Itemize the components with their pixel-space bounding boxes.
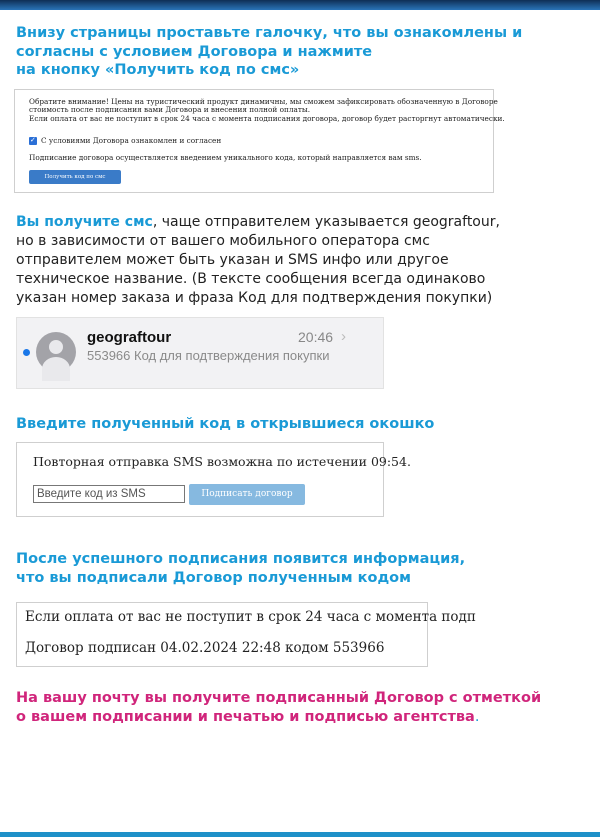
heading-line: что вы подписали Договор полученным кодом bbox=[16, 569, 411, 586]
text-line: но в зависимости от вашего мобильного оператора смс bbox=[16, 233, 430, 249]
sms-highlight: Вы получите смс bbox=[16, 214, 153, 230]
agree-checkbox-label[interactable]: С условиями Договора ознакомлен и согласен bbox=[41, 136, 222, 145]
section2-text bbox=[16, 213, 586, 308]
payment-notice: Если оплата от вас не поступит в срок 24 часа с момента подп bbox=[25, 609, 476, 625]
signed-status: Договор подписан 04.02.2024 22:48 кодом 553966 bbox=[25, 640, 385, 656]
end-period: . bbox=[474, 708, 480, 725]
text-line: указан номер заказа и фраза Код для подтверждения покупки) bbox=[16, 290, 493, 306]
notice-line: Если оплата от вас не поступит в срок 24 часа с момента подписания договора, договор будет расторгнут автоматически. bbox=[29, 114, 505, 123]
section4-heading bbox=[16, 550, 465, 587]
text-line: , чаще отправителем указывается geograftour, bbox=[152, 214, 500, 230]
signing-note: Подписание договора осуществляется введением уникального кода, который направляется вам sms. bbox=[29, 153, 422, 162]
section3-heading: Введите полученный код в открывшиеся окошко bbox=[16, 416, 435, 432]
section1-heading bbox=[16, 24, 522, 80]
notice-line: Обратите внимание! Цены на туристический продукт динамичны, мы сможем зафиксировать обозначенную в Договоре bbox=[29, 97, 498, 106]
notice-line: стоимость после подписания вами Договора и внесения полной оплаты. bbox=[29, 105, 311, 114]
chevron-right-icon: › bbox=[341, 328, 346, 345]
get-sms-code-button[interactable]: Получить код по смс bbox=[29, 170, 121, 184]
sms-code-input[interactable] bbox=[33, 485, 185, 503]
sms-message: 553966 Код для подтверждения покупки bbox=[87, 348, 330, 363]
top-banner bbox=[0, 0, 600, 10]
heading-line: После успешного подписания появится информация, bbox=[16, 551, 466, 567]
contract-agreement-screenshot bbox=[14, 89, 505, 193]
text-line: техническое название. (В тексте сообщения всегда одинаково bbox=[16, 271, 486, 287]
heading-line: на кнопку «Получить код по смс» bbox=[16, 62, 300, 78]
sms-sender: geograftour bbox=[87, 329, 172, 346]
text-line: отправителем может быть указан и SMS инфо или другое bbox=[16, 252, 449, 268]
avatar-icon bbox=[36, 332, 76, 372]
bottom-bar bbox=[0, 832, 600, 837]
signed-confirmation-screenshot bbox=[16, 602, 476, 667]
heading-line: Внизу страницы проставьте галочку, что вы ознакомлены и bbox=[16, 25, 523, 41]
heading-line: согласны с условием Договора и нажмите bbox=[16, 43, 373, 60]
sms-notification-screenshot bbox=[16, 317, 384, 389]
sms-time: 20:46 bbox=[298, 329, 334, 345]
code-entry-screenshot bbox=[16, 442, 411, 517]
unread-dot-icon bbox=[23, 349, 30, 356]
text-line: о вашем подписании и печатью и подписью агентства bbox=[16, 708, 475, 725]
resend-info: Повторная отправка SMS возможна по истечении 09:54. bbox=[33, 454, 411, 469]
sign-contract-button[interactable]: Подписать договор bbox=[189, 484, 305, 505]
section5-text bbox=[16, 689, 541, 726]
agree-checkbox[interactable] bbox=[29, 137, 37, 145]
text-line: На вашу почту вы получите подписанный Договор с отметкой bbox=[16, 690, 542, 706]
